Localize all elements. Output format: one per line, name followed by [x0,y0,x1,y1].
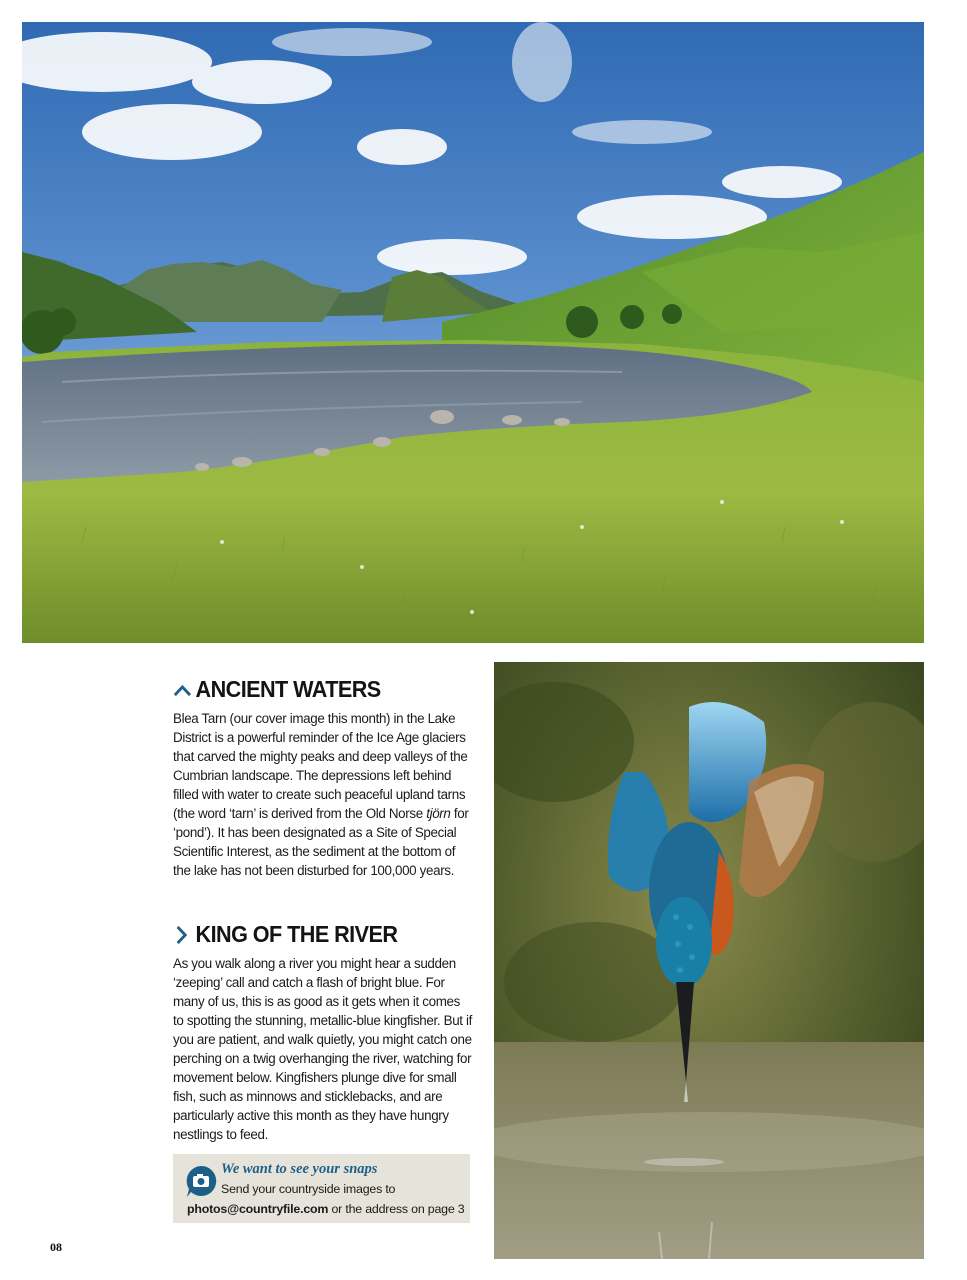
section-title: KING OF THE RIVER [195,921,398,947]
section-body: As you walk along a river you might hear a sudden ‘zeeping’ call and catch a flash of bright blue. For many of us, this is as good as it gets when it comes to spotting the stunning, metallic-blue kingfisher. But if you are patient, and walk quietly, you might catch one perching on a twig overhanging the river, watching for movement below. Kingfishers plunge dive for small fish, such as minnows and sticklebacks, and are particularly active this month as they have hungry nestlings to feed. [173,956,473,1142]
snaps-line-2: photos@countryfile.com or the address on page 3 [187,1202,465,1216]
hero-photo-blea-tarn [22,22,924,643]
snaps-callout [173,1154,470,1223]
kingfisher-photo [494,662,924,1259]
section-king-of-the-river [173,921,473,1144]
snaps-line-1: Send your countryside images to [221,1182,396,1196]
snaps-email: photos@countryfile.com [187,1202,329,1216]
chevron-up-icon [173,680,192,700]
heading-ancient-waters [173,676,455,703]
section-title: ANCIENT WATERS [195,676,381,702]
heading-king-of-the-river [173,921,455,948]
section-body: Blea Tarn (our cover image this month) in the Lake District is a powerful reminder of the Ice Age glaciers that carved the mighty peaks and deep valleys of the Cumbrian landscape. The depressions left behind filled with water to create such peaceful upland tarns (the word ‘tarn’ is derived from the Old Norse tjörn for ‘pond’). It has been designated as a Site of Special Scientific Interest, as the sediment at the bottom of the lake has not been disturbed for 100,000 years. [173,711,469,878]
page-number: 08 [50,1240,62,1254]
chevron-right-icon [173,925,192,945]
camera-icon [184,1164,218,1198]
section-ancient-waters [173,676,473,880]
snaps-title: We want to see your snaps [221,1161,378,1177]
